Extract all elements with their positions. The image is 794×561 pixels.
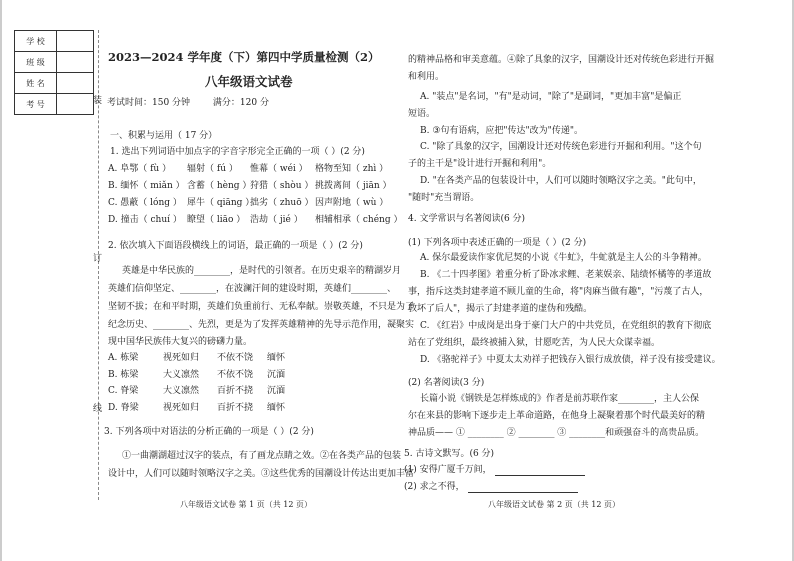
option-b-cont: 教坏了后人"，揭示了封建孝道的虚伪和残酷。 — [408, 304, 593, 314]
page-footer: 八年级语文试卷 第 1 页（共 12 页） — [180, 500, 312, 509]
option-word: 不依不饶 — [217, 370, 254, 380]
binding-char: 线 — [93, 404, 103, 414]
option-b-word: 狩猎（ shòu ） — [250, 181, 314, 191]
option-a[interactable]: A. 栋梁 — [108, 353, 139, 363]
option-word: 大义凛然 — [163, 386, 200, 396]
school-field[interactable] — [57, 31, 94, 52]
exam-info: 考试时间：150 分钟 满分：120 分 — [107, 98, 269, 108]
info-label: 姓 名 — [15, 73, 57, 94]
info-label: 学 校 — [15, 31, 57, 52]
option-c[interactable]: C. 愚蔽（ lóng ） — [108, 198, 182, 208]
info-label: 考 号 — [15, 94, 57, 115]
option-a-word: 惟幕（ wéi ） — [250, 164, 308, 174]
option-b-cont: 事，指斥这类封建孝道不顾儿童的生命，将"肉麻当做有趣"，"污蔑了古人， — [408, 287, 709, 297]
page-subtitle: 八年级语文试卷 — [205, 74, 293, 89]
option-c[interactable]: C. 《红岩》中成岗是出身于豪门大户的中共党员，在党组织的教育下彻底 — [420, 321, 712, 331]
passage-line: 英雄们信仰坚定、________，在波澜汗间的建设时期，英雄们________、 — [108, 284, 397, 294]
option-word: 大义凛然 — [163, 370, 200, 380]
binding-char: 装 — [93, 96, 103, 106]
student-info-table — [14, 30, 94, 115]
option-a[interactable]: A. "装点"是名词，"有"是动词，"除了"是副词，"更加丰富"是偏正 — [420, 92, 682, 102]
option-d-cont: "随时"充当谓语。 — [408, 193, 480, 203]
option-c-word: 拙劣（ zhuō ） — [250, 198, 314, 208]
passage-line: 设计中，人们可以随时领略汉字之美。③这些优秀的国潮设计传达出更加丰富 — [108, 469, 415, 479]
option-word: 不依不饶 — [217, 353, 254, 363]
option-d-word: 瞭望（ liāo ） — [187, 215, 246, 225]
option-d[interactable]: D. 《骆驼祥子》中夏太太劝祥子把钱存入银行成放债，祥子没有接受建议。 — [420, 355, 721, 365]
option-b[interactable]: B. 《二十四孝图》着重分析了卧冰求鲤、老莱娱亲、陆绩怀橘等的孝道故 — [420, 270, 712, 280]
question-5-stem: 5. 古诗文默写。(6 分) — [404, 449, 495, 459]
name-field[interactable] — [57, 73, 94, 94]
option-a[interactable]: A. 阜鄂（ fù ） — [108, 164, 172, 174]
option-b-word: 含蓄（ hèng ） — [187, 181, 252, 191]
class-field[interactable] — [57, 52, 94, 73]
option-d[interactable]: D. 撞击（ chuí ） — [108, 215, 182, 225]
passage-line: 和利用。 — [408, 72, 445, 82]
passage-line: 尔在来县的影响下逐步走上革命道路，在他身上凝聚着那个时代最美好的精 — [408, 411, 706, 421]
passage-line: 英雄是中华民族的________，是时代的引领者。在历史艰辛的精湖岁月 — [122, 266, 402, 276]
option-word: 沉湎 — [267, 386, 286, 396]
answer-blank[interactable] — [495, 466, 585, 476]
option-b[interactable]: B. 栋梁 — [108, 370, 139, 380]
option-b[interactable]: B. ③句有语病，应把"传达"改为"传递"。 — [420, 126, 583, 136]
poem-prompt: (2) 求之不得， — [404, 482, 465, 492]
option-word: 视死如归 — [163, 353, 200, 363]
option-c[interactable]: C. 脊梁 — [108, 386, 139, 396]
poem-line — [404, 482, 578, 493]
section-heading: 一、积累与运用（ 17 分） — [110, 131, 218, 141]
option-c[interactable]: C. "除了具象的汉字，国潮设计还对传统色彩进行开掘和利用。"这个句 — [420, 142, 702, 152]
option-b-word: 挑拨离间（ jiān ） — [315, 181, 392, 191]
passage-line: 纪念历史、________、先烈，更是为了发挥英雄精神的先导示范作用，凝聚实 — [108, 320, 415, 330]
option-word: 缅怀 — [267, 353, 286, 363]
option-word: 百折不挠 — [217, 386, 254, 396]
poem-line — [404, 465, 585, 476]
option-d[interactable]: D. 脊梁 — [108, 403, 139, 413]
option-a[interactable]: A. 保尔最爱读作家优尼契的小说《牛虻》，牛虻就是主人公的斗争精神。 — [420, 253, 707, 263]
option-word: 百折不挠 — [217, 403, 254, 413]
poem-prompt: (1) 安得广厦千万间， — [404, 465, 492, 475]
question-1-stem: 1. 选出下列词语中加点字的字音字形完全正确的一项（ ）(2 分) — [110, 147, 365, 157]
exam-number-field[interactable] — [57, 94, 94, 115]
option-c-cont: 站在了党组织，最终被捕入狱，甘愿吃苦，为人民大众谋幸福。 — [408, 338, 661, 348]
option-a-word: 辐射（ fú ） — [187, 164, 238, 174]
passage-line: 长篇小说《钢铁是怎样炼成的》作者是前苏联作家________，主人公保 — [420, 394, 700, 404]
info-label: 班 级 — [15, 52, 57, 73]
left-page-edge — [0, 0, 2, 561]
passage-line: ①一曲潮湖超过汉字的装点，有了画龙点睛之效。②在各类产品的包装 — [122, 451, 402, 461]
passage-line: 的精神品格和审美意蕴。④除了具象的汉字，国潮设计还对传统色彩进行开掘 — [408, 55, 715, 65]
option-d[interactable]: D. "在各类产品的包装设计中，人们可以随时领略汉字之美。"此句中， — [420, 176, 702, 186]
question-4-stem: 4. 文学常识与名著阅读(6 分) — [408, 214, 526, 224]
option-word: 沉湎 — [267, 370, 286, 380]
option-a-cont: 短语。 — [408, 109, 436, 119]
question-4-sub2: (2) 名著阅读(3 分) — [408, 378, 485, 388]
question-2-stem: 2. 依次填入下面语段横线上的词语，最正确的一项是（ ）(2 分) — [108, 241, 363, 251]
passage-line: 坚韧不拔；在和平时期，英雄们负重前行、无私奉献。崇敬英雄，不只是为了 — [108, 302, 415, 312]
question-3-stem: 3. 下列各项中对语法的分析正确的一项是（ ）(2 分) — [104, 427, 314, 437]
passage-line: 现中国华民族伟大复兴的磅礴力量。 — [108, 337, 253, 347]
answer-blank[interactable] — [468, 483, 578, 493]
option-b[interactable]: B. 缅怀（ miǎn ） — [108, 181, 185, 191]
option-c-cont: 子的主干是"设计进行开掘和利用"。 — [408, 159, 552, 169]
option-word: 缅怀 — [267, 403, 286, 413]
option-c-word: 犀牛（ qiāng ） — [187, 198, 255, 208]
option-d-word: 浩劫（ jié ） — [250, 215, 303, 225]
page-footer: 八年级语文试卷 第 2 页（共 12 页） — [488, 500, 620, 509]
option-c-word: 因声附地（ wù ） — [315, 198, 389, 208]
option-word: 视死如归 — [163, 403, 200, 413]
option-a-word: 格物至知（ zhì ） — [315, 164, 389, 174]
page-title: 2023—2024 学年度（下）第四中学质量检测（2） — [108, 50, 380, 64]
question-4-sub1: (1) 下列各项中表述正确的一项是（ ）(2 分) — [408, 238, 587, 248]
binding-char: 订 — [93, 254, 103, 264]
option-d-word: 相辅相承（ chéng ） — [315, 215, 403, 225]
passage-line: 神品质—— ① ________ ② ________ ③ ________和顽强奋斗的高贵品质。 — [408, 428, 705, 438]
